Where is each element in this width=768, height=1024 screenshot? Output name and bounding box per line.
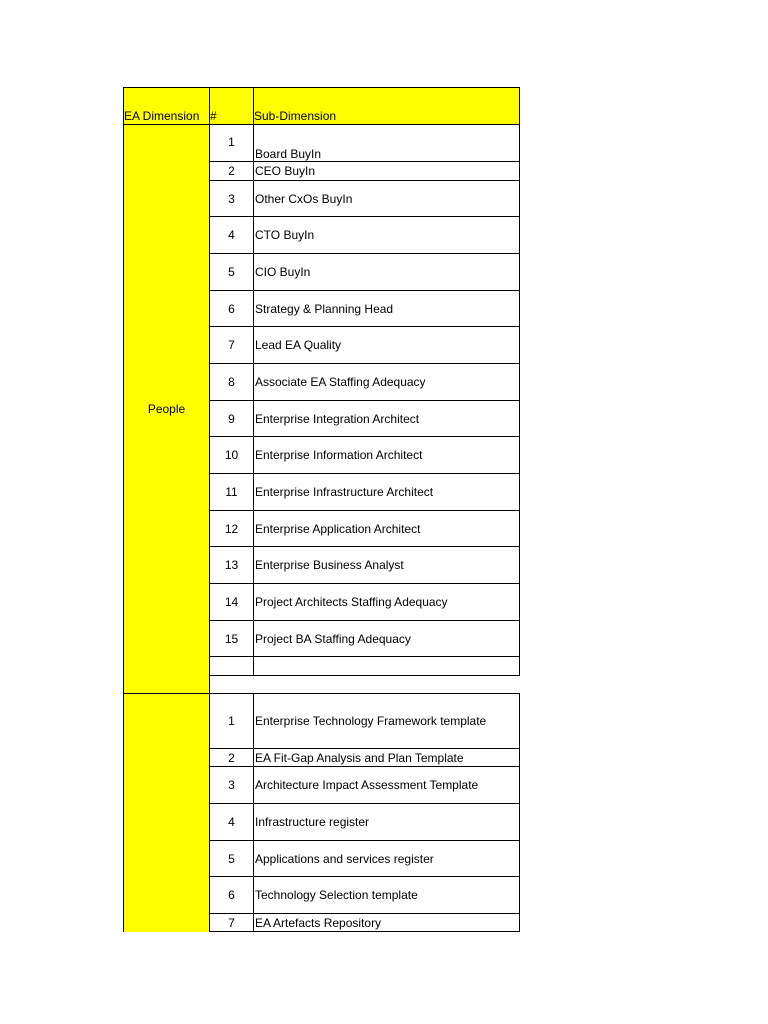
dimension-cell-group-2[interactable] (124, 694, 210, 932)
row-number[interactable]: 13 (210, 547, 254, 584)
row-number[interactable]: 11 (210, 474, 254, 511)
header-row (124, 88, 520, 125)
row-number[interactable]: 6 (210, 877, 254, 914)
sub-dimension-cell[interactable]: Board BuyIn (254, 125, 520, 162)
row-number[interactable]: 5 (210, 254, 254, 291)
sub-dimension-cell[interactable]: Enterprise Infrastructure Architect (254, 474, 520, 511)
row-number[interactable]: 12 (210, 511, 254, 547)
row-number[interactable]: 4 (210, 804, 254, 841)
empty-cell[interactable] (210, 657, 254, 676)
empty-cell[interactable] (254, 657, 520, 676)
sub-dimension-cell[interactable]: CEO BuyIn (254, 162, 520, 181)
sub-dimension-cell[interactable]: Enterprise Information Architect (254, 437, 520, 474)
sub-dimension-cell[interactable]: Applications and services register (254, 841, 520, 877)
row-number[interactable]: 1 (210, 694, 254, 749)
dimension-cell-people[interactable]: People (124, 125, 210, 694)
row-number[interactable]: 4 (210, 217, 254, 254)
row-number[interactable]: 14 (210, 584, 254, 621)
sub-dimension-cell[interactable]: Architecture Impact Assessment Template (254, 767, 520, 804)
empty-cell (210, 676, 254, 694)
row-number[interactable]: 6 (210, 291, 254, 327)
sub-dimension-cell[interactable]: Other CxOs BuyIn (254, 181, 520, 217)
table-row (124, 694, 520, 749)
sub-dimension-cell[interactable]: Lead EA Quality (254, 327, 520, 364)
row-number[interactable]: 5 (210, 841, 254, 877)
empty-cell (254, 676, 520, 694)
row-number[interactable]: 7 (210, 327, 254, 364)
row-number[interactable]: 9 (210, 401, 254, 437)
sub-dimension-cell[interactable]: EA Fit-Gap Analysis and Plan Template (254, 749, 520, 767)
sub-dimension-cell[interactable]: CTO BuyIn (254, 217, 520, 254)
spreadsheet-table (123, 87, 520, 932)
row-number[interactable]: 15 (210, 621, 254, 657)
sub-dimension-cell[interactable]: Enterprise Business Analyst (254, 547, 520, 584)
sub-dimension-cell[interactable]: Project Architects Staffing Adequacy (254, 584, 520, 621)
row-number[interactable]: 8 (210, 364, 254, 401)
sub-dimension-cell[interactable]: Associate EA Staffing Adequacy (254, 364, 520, 401)
row-number[interactable]: 3 (210, 181, 254, 217)
row-number[interactable]: 10 (210, 437, 254, 474)
row-number[interactable]: 3 (210, 767, 254, 804)
header-ea-dimension[interactable]: EA Dimension (124, 88, 210, 125)
sub-dimension-cell[interactable]: Enterprise Integration Architect (254, 401, 520, 437)
sub-dimension-cell[interactable]: Project BA Staffing Adequacy (254, 621, 520, 657)
sub-dimension-cell[interactable]: Infrastructure register (254, 804, 520, 841)
row-number[interactable]: 2 (210, 749, 254, 767)
sub-dimension-cell[interactable]: CIO BuyIn (254, 254, 520, 291)
sub-dimension-cell[interactable]: Enterprise Application Architect (254, 511, 520, 547)
row-number[interactable]: 1 (210, 125, 254, 162)
sub-dimension-cell[interactable]: Enterprise Technology Framework template (254, 694, 520, 749)
header-sub-dimension[interactable]: Sub-Dimension (254, 88, 520, 125)
sub-dimension-cell[interactable]: Technology Selection template (254, 877, 520, 914)
row-number[interactable]: 7 (210, 914, 254, 932)
sub-dimension-cell[interactable]: EA Artefacts Repository (254, 914, 520, 932)
sub-dimension-cell[interactable]: Strategy & Planning Head (254, 291, 520, 327)
header-number[interactable]: # (210, 88, 254, 125)
row-number[interactable]: 2 (210, 162, 254, 181)
table-row (124, 125, 520, 162)
